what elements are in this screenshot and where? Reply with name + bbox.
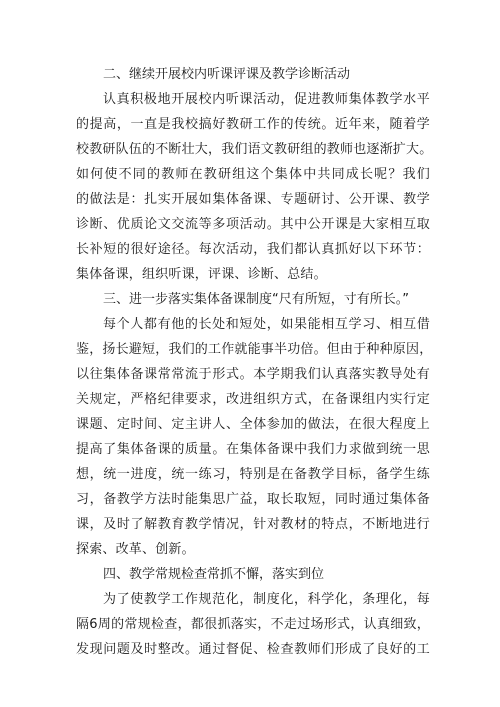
section-heading-2: 二、继续开展校内听课评课及教学诊断活动 <box>103 67 351 82</box>
paragraph-line: 想，统一进度，统一练习，特别是在备教学目标，备学生练 <box>76 467 430 482</box>
paragraph-line: 课，及时了解教育教学情况，针对教材的特点，不断地进行 <box>76 517 430 532</box>
paragraph-line: 习，备教学方法时能集思广益，取长取短，同时通过集体备 <box>76 492 430 507</box>
paragraph-line: 提高了集体备课的质量。在集体备课中我们力求做到统一思 <box>76 442 430 457</box>
section-heading-4: 四、教学常规检查常抓不懈，落实到位 <box>103 567 325 582</box>
section-heading-3: 三、进一步落实集体备课制度“尺有所短，寸有所长。” <box>103 292 409 307</box>
paragraph-line: 集体备课，组织听课，评课、诊断、总结。 <box>76 267 327 282</box>
paragraph-line: 长补短的很好途径。每次活动，我们都认真抓好以下环节： <box>76 242 430 257</box>
paragraph-line: 如何使不同的教师在教研组这个集体中共同成长呢？我们 <box>76 167 430 182</box>
paragraph-line: 探索、改革、创新。 <box>76 542 195 557</box>
document-page <box>76 62 433 662</box>
paragraph-line: 课题、定时间、定主讲人、全体参加的做法，在很大程度上 <box>76 417 430 432</box>
paragraph-line: 关规定，严格纪律要求，改进组织方式，在备课组内实行定 <box>76 392 430 407</box>
paragraph-line: 的提高，一直是我校搞好教研工作的传统。近年来，随着学 <box>76 117 430 132</box>
paragraph-line: 诊断、优质论文交流等多项活动。其中公开课是大家相互取 <box>76 217 430 232</box>
paragraph-line: 的做法是：扎实开展如集体备课、专题研讨、公开课、教学 <box>76 192 430 207</box>
paragraph-line: 每个人都有他的长处和短处，如果能相互学习、相互借 <box>103 317 430 332</box>
paragraph-line: 为了使教学工作规范化，制度化，科学化，条理化，每 <box>103 592 430 607</box>
paragraph-line: 以往集体备课常常流于形式。本学期我们认真落实教导处有 <box>76 367 430 382</box>
paragraph-line: 鉴，扬长避短，我们的工作就能事半功倍。但由于种种原因， <box>76 342 433 357</box>
paragraph-line: 隔6周的常规检查，都很抓落实，不走过场形式，认真细致， <box>76 617 430 632</box>
paragraph-line: 发现问题及时整改。通过督促、检查教师们形成了良好的工 <box>76 642 430 657</box>
paragraph-line: 认真积极地开展校内听课活动，促进教师集体教学水平 <box>103 92 430 107</box>
paragraph-line: 校教研队伍的不断壮大，我们语文教研组的教师也逐渐扩大。 <box>76 142 433 157</box>
